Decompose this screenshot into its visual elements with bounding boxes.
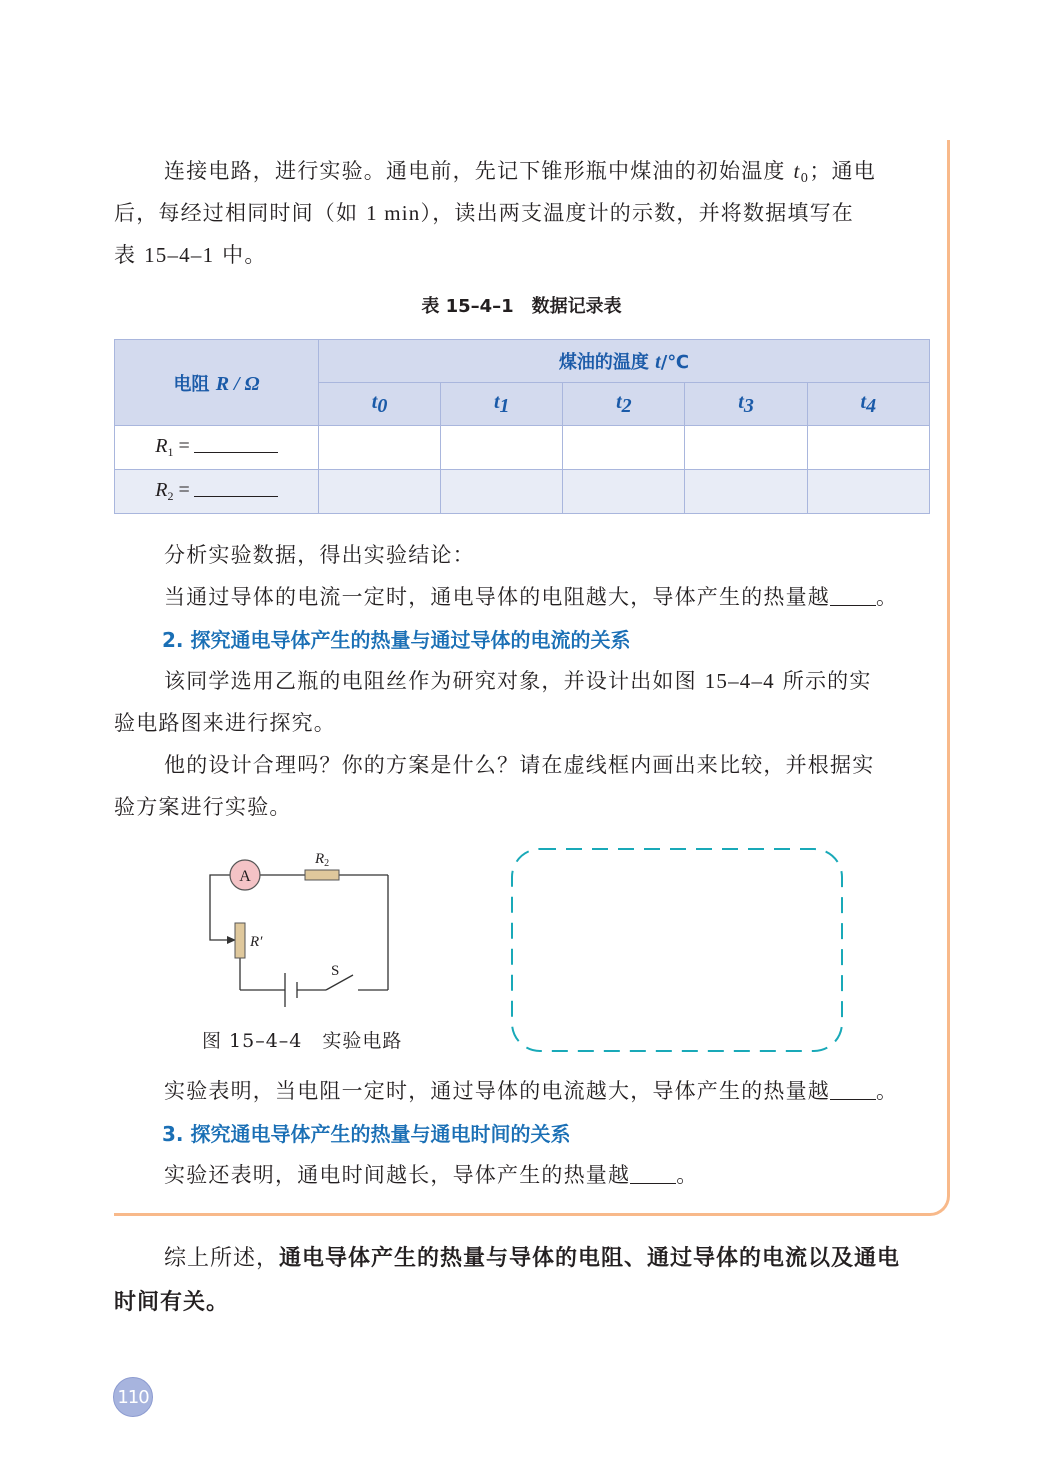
time-subscript: 4 (866, 394, 877, 417)
section-3-text (114, 1154, 930, 1196)
analysis-text: 当通过导体的电流一定时，通电导体的电阻越大，导体产生的热量越 (164, 585, 830, 609)
time-col-t4 (807, 383, 929, 426)
intro-text: 连接电路，进行实验。通电前，先记下锥形瓶中煤油的初始温度 (164, 159, 794, 183)
table-cell[interactable] (685, 426, 807, 470)
summary-line-1 (114, 1236, 930, 1281)
r2-label-symbol: R (315, 851, 325, 867)
equals-sign: = (173, 479, 190, 501)
answer-blank[interactable] (630, 1165, 676, 1184)
intro-line-3 (114, 234, 930, 276)
table-cell[interactable] (563, 426, 685, 470)
section-2-text: 该同学选用乙瓶的电阻丝作为研究对象，并设计出如图 (164, 669, 705, 693)
time-col-t1 (441, 383, 563, 426)
analysis-line-2 (114, 576, 930, 618)
t0-subscript: 0 (800, 171, 810, 185)
intro-line-2 (114, 192, 930, 234)
table-cell[interactable] (807, 426, 929, 470)
summary-key-point-end: 时间有关。 (114, 1289, 230, 1315)
table-cell[interactable] (807, 470, 929, 514)
switch-label: S (331, 963, 340, 979)
figure-ref: 15–4–4 (704, 669, 775, 693)
table-ref: 15–4–1 (144, 243, 215, 267)
conclusion-2-text: 实验表明，当电阻一定时，通过导体的电流越大，导体产生的热量越 (164, 1079, 830, 1103)
time-subscript: 3 (743, 394, 754, 417)
r2-symbol: R (155, 479, 168, 501)
time-col-t2 (563, 383, 685, 426)
table-caption: 表 15–4–1 数据记录表 (421, 296, 622, 317)
section-2-text: 所示的实 (774, 669, 872, 693)
time-subscript: 0 (377, 394, 388, 417)
circuit-diagram (195, 845, 405, 1020)
rheostat-icon (235, 923, 245, 958)
drawing-box[interactable] (508, 845, 846, 1055)
answer-blank[interactable] (830, 1081, 876, 1100)
figure-caption: 图 15–4–4 实验电路 (202, 1030, 403, 1052)
r2-label (115, 470, 319, 514)
section-3-sentence: 实验还表明，通电时间越长，导体产生的热量越 (164, 1163, 631, 1187)
intro-text: ；通电 (809, 159, 876, 183)
table-row-r2 (115, 470, 930, 514)
time-symbol: t (860, 390, 867, 413)
time-interval: 1 min (366, 201, 421, 225)
intro-text: 中。 (214, 243, 267, 267)
conclusion-2 (114, 1070, 930, 1112)
resistor-r2-icon (305, 870, 339, 880)
section-3-heading: 3. 探究通电导体产生的热量与通电时间的关系 (162, 1122, 571, 1146)
temperature-header-text: 煤油的温度 (558, 352, 656, 373)
intro-text: 表 (114, 243, 145, 267)
time-col-t0 (319, 383, 441, 426)
section-2-para-2: 他的设计合理吗？你的方案是什么？请在虚线框内画出来比较，并根据实 (164, 753, 875, 777)
time-subscript: 1 (499, 394, 510, 417)
table-cell[interactable] (563, 470, 685, 514)
table-cell[interactable] (441, 470, 563, 514)
temperature-header (319, 340, 930, 383)
table-row-r1 (115, 426, 930, 470)
intro-text: 后，每经过相同时间（如 (114, 201, 367, 225)
analysis-line-1: 分析实验数据，得出实验结论： (164, 543, 475, 567)
rheostat-label: R′ (250, 934, 263, 950)
summary-lead: 综上所述， (164, 1246, 280, 1271)
resistance-header (115, 340, 319, 426)
section-2-heading: 2. 探究通电导体产生的热量与通过导体的电流的关系 (162, 628, 631, 652)
resistance-header-symbol: R / Ω (215, 372, 260, 395)
r1-value-blank[interactable] (194, 436, 278, 453)
time-symbol: t (738, 390, 744, 413)
r2-label (314, 851, 329, 869)
period: 。 (676, 1163, 699, 1187)
table-cell[interactable] (441, 426, 563, 470)
dashed-border (512, 849, 842, 1051)
r1-label (115, 426, 319, 470)
r1-symbol: R (155, 435, 168, 457)
temperature-header-symbol: t (655, 351, 661, 373)
time-symbol: t (371, 390, 378, 413)
temperature-header-unit: /℃ (660, 352, 690, 373)
time-subscript: 2 (621, 394, 632, 417)
intro-text: ），读出两支温度计的示数，并将数据填写在 (420, 201, 854, 225)
resistance-header-text: 电阻 (173, 373, 216, 395)
section-2-para-1 (114, 660, 930, 702)
section-2-para-1-line-2: 验电路图来进行探究。 (114, 711, 336, 735)
page-number-badge: 110 (113, 1377, 153, 1417)
summary-line-2 (114, 1280, 930, 1325)
r2-value-blank[interactable] (194, 480, 278, 497)
table-cell[interactable] (319, 426, 441, 470)
time-symbol: t (493, 390, 500, 413)
summary-key-point: 通电导体产生的热量与导体的电阻、通过导体的电流以及通电 (279, 1245, 901, 1271)
time-col-t3 (685, 383, 807, 426)
r1-subscript: 1 (167, 445, 174, 459)
table-cell[interactable] (319, 470, 441, 514)
ammeter-label: A (239, 868, 251, 885)
table-cell[interactable] (685, 470, 807, 514)
section-2-para-2-line-2: 验方案进行实验。 (114, 795, 292, 819)
answer-blank[interactable] (830, 587, 876, 606)
r2-subscript: 2 (167, 489, 174, 503)
r2-label-subscript: 2 (324, 858, 330, 869)
time-symbol: t (616, 390, 622, 413)
equals-sign: = (173, 435, 190, 457)
period: 。 (876, 1079, 899, 1103)
t0-symbol: t (793, 159, 801, 183)
period: 。 (876, 585, 899, 609)
data-record-table (114, 339, 930, 514)
